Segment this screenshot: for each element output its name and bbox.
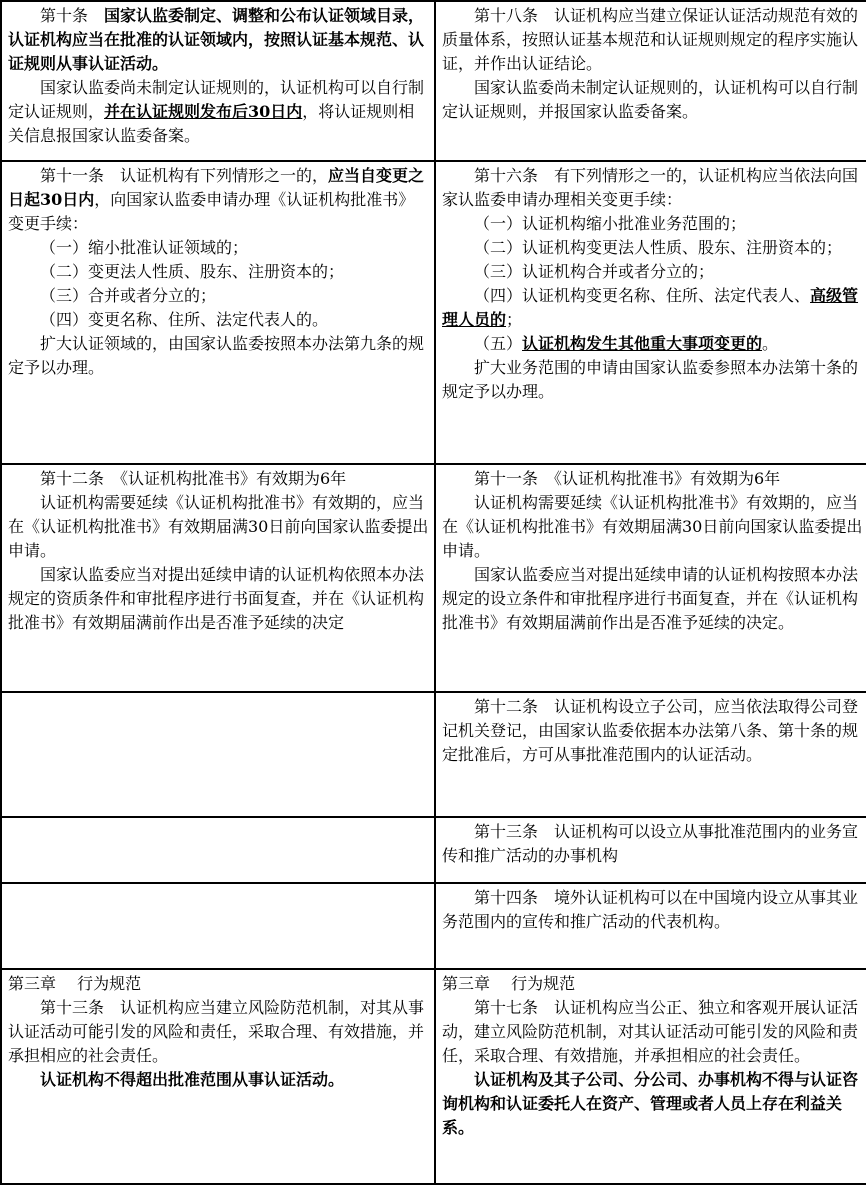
clause-text: 第十三条 认证机构可以设立从事批准范围内的业务宣传和推广活动的办事机构 bbox=[442, 822, 859, 865]
emphasis-text: 认证机构及其子公司、分公司、办事机构不得与认证咨询机构和认证委托人在资产、管理或者人员上存在利益关系。 bbox=[442, 1070, 859, 1137]
clause-text: 第十条 bbox=[40, 6, 105, 25]
clause-paragraph bbox=[442, 260, 866, 284]
clause-paragraph bbox=[8, 1068, 430, 1092]
clause-paragraph bbox=[442, 332, 866, 356]
emphasis-text: 认证机构不得超出批准范围从事认证活动。 bbox=[40, 1070, 345, 1089]
clause-paragraph bbox=[8, 308, 430, 332]
clause-paragraph bbox=[8, 491, 430, 563]
old-text-cell bbox=[1, 817, 435, 883]
clause-text: ； bbox=[506, 310, 523, 329]
clause-paragraph bbox=[442, 1068, 866, 1140]
clause-text: 第十四条 境外认证机构可以在中国境内设立从事其业务范围内的宣传和推广活动的代表机构。 bbox=[442, 888, 859, 931]
clause-text: 国家认监委尚未制定认证规则的，认证机构可以自行制定认证规则，并报国家认监委备案。 bbox=[442, 78, 859, 121]
table-row bbox=[1, 692, 866, 817]
clause-text: （五） bbox=[474, 334, 523, 353]
chapter-heading: 第三章 行为规范 bbox=[8, 974, 142, 993]
clause-text: 第十三条 认证机构应当建立风险防范机制，对其从事认证活动可能引发的风险和责任，采取合理、有效措施，并承担相应的社会责任。 bbox=[8, 998, 425, 1065]
clause-text: 第十一条 认证机构有下列情形之一的， bbox=[40, 166, 329, 185]
clause-text: 第十一条 《认证机构批准书》有效期为6年 bbox=[474, 469, 781, 488]
chapter-heading: 第三章 行为规范 bbox=[442, 974, 576, 993]
clause-paragraph bbox=[8, 76, 430, 148]
clause-text: （二）变更法人性质、股东、注册资本的； bbox=[40, 262, 345, 281]
clause-paragraph bbox=[442, 356, 866, 404]
clause-paragraph bbox=[442, 886, 866, 934]
clause-paragraph bbox=[8, 996, 430, 1068]
clause-text: （四）认证机构变更名称、住所、法定代表人、 bbox=[474, 286, 811, 305]
clause-paragraph bbox=[442, 4, 866, 76]
clause-text: 第十七条 认证机构应当公正、独立和客观开展认证活动，建立风险防范机制，对其认证活动可能引发的风险和责任，采取合理、有效措施，并承担相应的社会责任。 bbox=[442, 998, 859, 1065]
clause-paragraph bbox=[442, 236, 866, 260]
clause-paragraph bbox=[442, 491, 866, 563]
emphasis-text: 高级管理人员的 bbox=[442, 286, 859, 329]
clause-paragraph bbox=[442, 467, 866, 491]
clause-paragraph bbox=[8, 164, 430, 236]
clause-text: （三）认证机构合并或者分立的； bbox=[474, 262, 715, 281]
old-text-cell bbox=[1, 464, 435, 692]
emphasis-text: 国家认监委制定、调整和公布认证领域目录，认证机构应当在批准的认证领域内，按照认证基本规范、认证规则从事认证活动。 bbox=[8, 6, 425, 73]
new-text-cell bbox=[435, 969, 866, 1184]
emphasis-text: 认证机构发生其他重大事项变更的 bbox=[522, 334, 763, 353]
old-text-cell bbox=[1, 1, 435, 161]
clause-text: 第十八条 认证机构应当建立保证认证活动规范有效的质量体系，按照认证基本规范和认证规则规定的程序实施认证，并作出认证结论。 bbox=[442, 6, 859, 73]
clause-paragraph bbox=[442, 284, 866, 332]
table-row bbox=[1, 883, 866, 969]
new-text-cell bbox=[435, 464, 866, 692]
clause-text: （四）变更名称、住所、法定代表人的。 bbox=[40, 310, 329, 329]
clause-text: ，将认证规则相关信息报国家认监委备案。 bbox=[8, 102, 415, 145]
clause-paragraph bbox=[8, 467, 430, 491]
clause-text: （二）认证机构变更法人性质、股东、注册资本的； bbox=[474, 238, 843, 257]
clause-paragraph bbox=[8, 260, 430, 284]
clause-paragraph bbox=[8, 332, 430, 380]
new-text-cell bbox=[435, 817, 866, 883]
clause-text: 国家认监委应当对提出延续申请的认证机构按照本办法规定的设立条件和审批程序进行书面复查，并在《认证机构批准书》有效期届满前作出是否准予延续的决定。 bbox=[442, 565, 859, 632]
old-text-cell bbox=[1, 883, 435, 969]
table-row bbox=[1, 969, 866, 1184]
clause-text: ，向国家认监委申请办理《认证机构批准书》变更手续： bbox=[8, 190, 415, 233]
clause-paragraph bbox=[442, 695, 866, 767]
clause-paragraph bbox=[8, 284, 430, 308]
table-row bbox=[1, 161, 866, 464]
clause-text: 扩大认证领域的，由国家认监委按照本办法第九条的规定予以办理。 bbox=[8, 334, 425, 377]
clause-text: 扩大业务范围的申请由国家认监委参照本办法第十条的规定予以办理。 bbox=[442, 358, 859, 401]
clause-text: 国家认监委尚未制定认证规则的，认证机构可以自行制定认证规则， bbox=[8, 78, 425, 121]
old-text-cell bbox=[1, 969, 435, 1184]
new-text-cell bbox=[435, 692, 866, 817]
clause-text: 。 bbox=[762, 334, 779, 353]
clause-text: 认证机构需要延续《认证机构批准书》有效期的，应当在《认证机构批准书》有效期届满30日前向国家认监委提出申请。 bbox=[8, 493, 429, 560]
clause-text: 国家认监委应当对提出延续申请的认证机构依照本办法规定的资质条件和审批程序进行书面复查，并在《认证机构批准书》有效期届满前作出是否准予延续的决定 bbox=[8, 565, 425, 632]
clause-paragraph bbox=[442, 212, 866, 236]
clause-paragraph bbox=[442, 820, 866, 868]
clause-text: 第十二条 《认证机构批准书》有效期为6年 bbox=[40, 469, 347, 488]
clause-text: 第十二条 认证机构设立子公司，应当依法取得公司登记机关登记，由国家认监委依据本办法第八条、第十条的规定批准后，方可从事批准范围内的认证活动。 bbox=[442, 697, 859, 764]
emphasis-text: 并在认证规则发布后30日内 bbox=[104, 102, 303, 121]
clause-paragraph bbox=[8, 236, 430, 260]
old-text-cell bbox=[1, 692, 435, 817]
clause-text: （一）认证机构缩小批准业务范围的； bbox=[474, 214, 747, 233]
table-row bbox=[1, 464, 866, 692]
old-text-cell bbox=[1, 161, 435, 464]
new-text-cell bbox=[435, 161, 866, 464]
clause-text: 第十六条 有下列情形之一的，认证机构应当依法向国家认监委申请办理相关变更手续： bbox=[442, 166, 859, 209]
clause-paragraph bbox=[442, 164, 866, 212]
clause-paragraph bbox=[442, 996, 866, 1068]
clause-text: 认证机构需要延续《认证机构批准书》有效期的，应当在《认证机构批准书》有效期届满30日前向国家认监委提出申请。 bbox=[442, 493, 863, 560]
clause-text: （三）合并或者分立的； bbox=[40, 286, 217, 305]
table-row bbox=[1, 1, 866, 161]
emphasis-text: 应当自变更之日起30日内 bbox=[8, 166, 425, 209]
clause-paragraph bbox=[8, 4, 430, 76]
clause-paragraph bbox=[442, 563, 866, 635]
clause-paragraph bbox=[8, 563, 430, 635]
clause-text: （一）缩小批准认证领域的； bbox=[40, 238, 249, 257]
new-text-cell bbox=[435, 1, 866, 161]
table-row bbox=[1, 817, 866, 883]
new-text-cell bbox=[435, 883, 866, 969]
clause-paragraph bbox=[442, 76, 866, 124]
